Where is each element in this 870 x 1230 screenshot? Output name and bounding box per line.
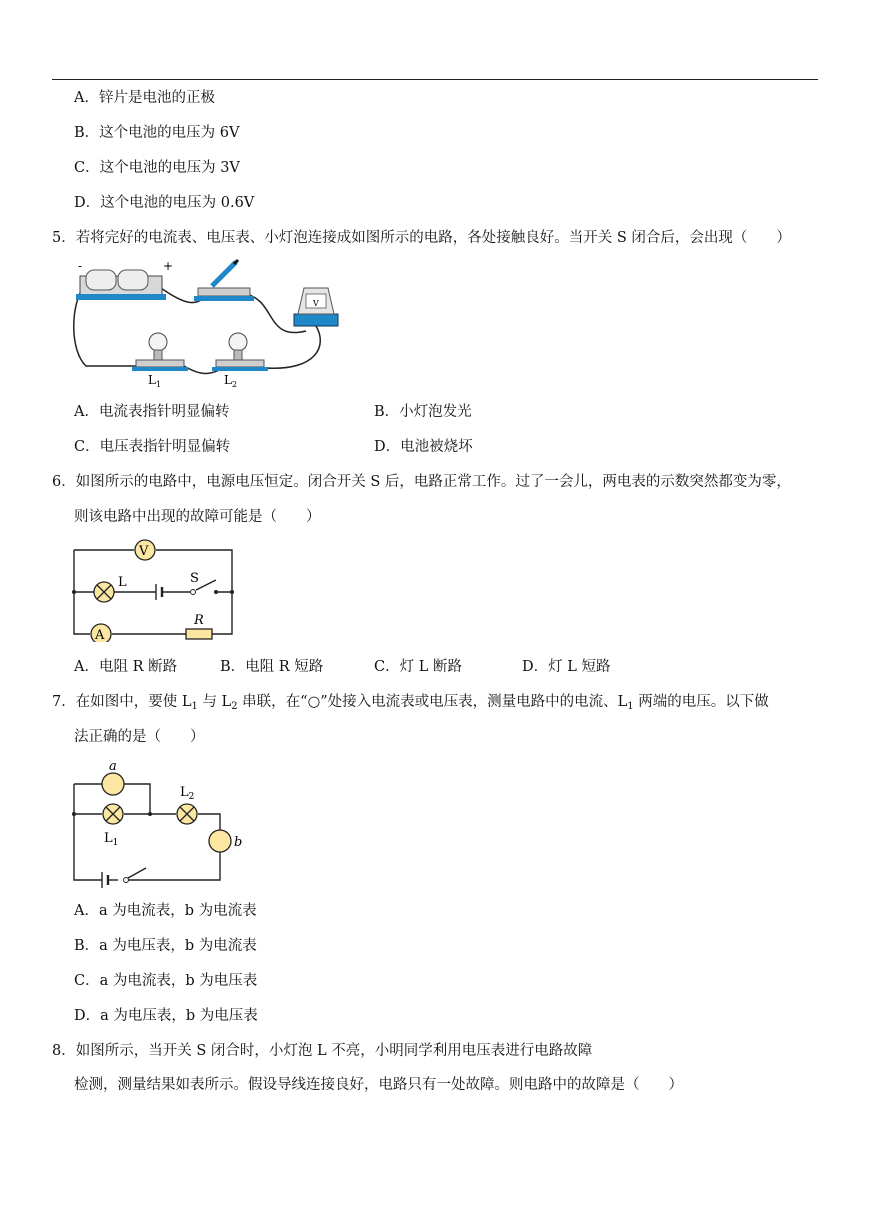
q7-stem-line2: 法正确的是（ ）: [74, 729, 205, 745]
q7-l1-label: $L_1$: [104, 831, 119, 848]
q6-a-label: A: [95, 628, 105, 642]
q5-l2-label: $L_2$: [224, 373, 238, 389]
q8-stem-line1: 8．如图所示，当开关 S 闭合时，小灯泡 L 不亮，小明同学利用电压表进行电路故障: [52, 1043, 593, 1059]
q5-circuit-figure: [66, 256, 356, 392]
q5-option-d[interactable]: D．电池被烧坏: [374, 439, 473, 455]
q5-stem: 5．若将完好的电流表、电压表、小灯泡连接成如图所示的电路，各处接触良好。当开关 S 闭合后，会出现（ ）: [52, 230, 791, 246]
q7-option-d[interactable]: D．a 为电压表，b 为电压表: [74, 1008, 258, 1024]
q7-option-a[interactable]: A．a 为电流表，b 为电流表: [74, 903, 257, 919]
q6-l-label: L: [118, 575, 127, 590]
q6-circuit-figure: [66, 536, 241, 642]
q5-option-c[interactable]: C．电压表指针明显偏转: [74, 439, 231, 455]
q5-option-a[interactable]: A．电流表指针明显偏转: [74, 404, 230, 420]
q7-a-label: a: [109, 759, 117, 774]
q4-option-b[interactable]: B．这个电池的电压为 6V: [74, 125, 240, 141]
q8-stem-line2: 检测，测量结果如表所示。假设导线连接良好，电路只有一处故障。则电路中的故障是（ ）: [74, 1077, 683, 1093]
q6-option-a[interactable]: A．电阻 R 断路: [74, 659, 178, 675]
q7-b-label: b: [234, 835, 243, 850]
q6-v-label: V: [139, 544, 149, 559]
q6-option-d[interactable]: D．灯 L 短路: [522, 659, 611, 675]
header-rule: [52, 79, 818, 80]
q6-s-label: S: [190, 571, 199, 586]
q4-option-d[interactable]: D．这个电池的电压为 0.6V: [74, 195, 255, 211]
q5-plus-label: +: [163, 259, 174, 273]
q7-circuit-figure: [66, 756, 256, 888]
q5-option-b[interactable]: B．小灯泡发光: [374, 404, 472, 420]
q6-option-c[interactable]: C．灯 L 断路: [374, 659, 462, 675]
q7-option-b[interactable]: B．a 为电压表，b 为电流表: [74, 938, 257, 954]
q6-r-label: R: [194, 613, 204, 628]
q7-l2-label: $L_2$: [180, 785, 195, 802]
q7-option-c[interactable]: C．a 为电流表，b 为电压表: [74, 973, 258, 989]
q4-option-a[interactable]: A．锌片是电池的正极: [74, 90, 215, 106]
q6-stem-line1: 6．如图所示的电路中，电源电压恒定。闭合开关 S 后，电路正常工作。过了一会儿，两电表的示数突然都变为零，: [52, 474, 791, 490]
q5-minus-label: -: [78, 259, 83, 273]
q5-l1-label: $L_1$: [148, 373, 162, 389]
q6-option-b[interactable]: B．电阻 R 短路: [220, 659, 324, 675]
q7-stem-line1: 7．在如图中，要使 $L_1$ 与 $L_2$ 串联，在“○”处接入电流表或电压表，测量电路中的电流、$L_1$ 两端的电压。以下做: [52, 694, 769, 712]
q4-option-c[interactable]: C．这个电池的电压为 3V: [74, 160, 240, 176]
q5-meter-label: V: [313, 299, 319, 308]
q6-stem-line2: 则该电路中出现的故障可能是（ ）: [74, 509, 321, 525]
